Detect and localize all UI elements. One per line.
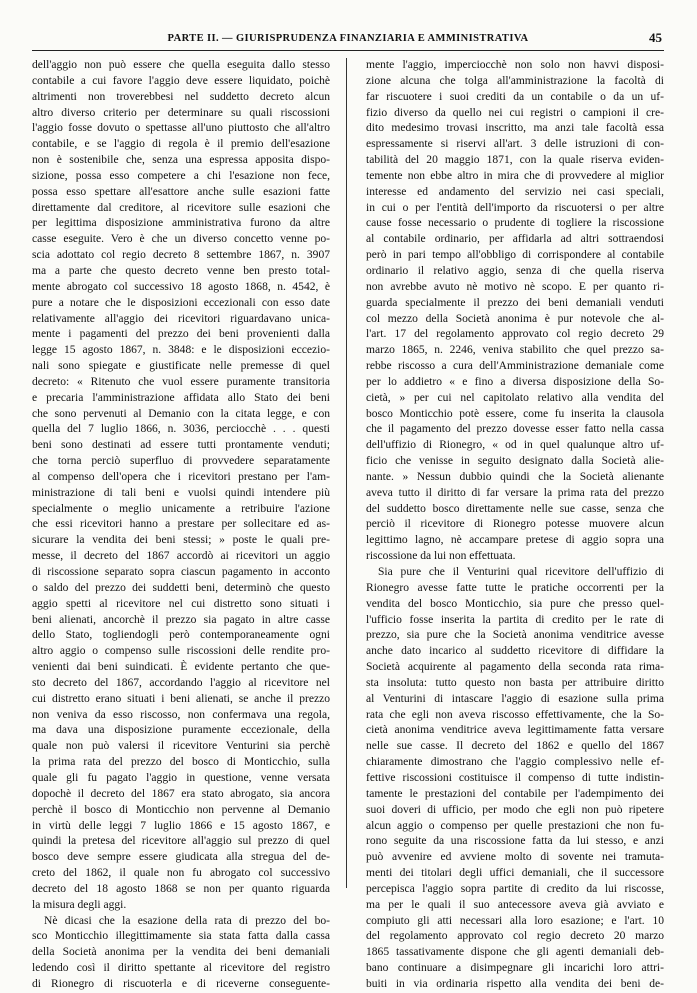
text-line: ma per le quali il suo antecessore aveva già avviato e [366,898,664,911]
text-line: Rionegro avesse fatte tutte le pratiche occorrenti per la [366,581,664,594]
text-line: fettive riscossioni costituisce il compenso di tutte indistin- [366,771,664,784]
text-line: sicurare la vendita dei beni stessi; » poste le quali pre- [32,534,330,547]
text-line: sizione, possa esso competere a chi l'esazione non fece, [32,169,330,182]
text-line: dito medesimo trovasi inscritto, ma anzi tale facoltà essa [366,122,664,135]
text-line: di Rionegro di riscuoterla e di riceverne conseguente- [32,977,330,990]
text-line: però in pari tempo all'obbligo di corrispondere al contabile [366,249,664,262]
text-line: aveva tutto il diritto di far versare la prima rata del prezzo [366,486,664,499]
text-line: vendita del bosco Monticchio, sia pure che presso quel- [366,597,664,610]
text-line: prezzo, sia pure che la Società anonima venditrice avesse [366,629,664,642]
text-line: ma dava una disposizione puramente eccezionale, della [32,724,330,737]
text-line: non veniva da esso riscosso, non confermava una regola, [32,708,330,721]
text-line: nali sono spiegate e giustificate nelle premesse di quel [32,360,330,373]
text-line: rebbe riscosso a cura dell'Amministrazione demaniale come [366,360,664,373]
text-line: chiaramente dimostrano che l'aggio complessivo nelle ef- [366,756,664,769]
text-line: dell'aggio non può essere che quella eseguita dallo stesso [32,59,330,71]
text-line: perciò il ricevitore di Rionegro potesse muovere alcun [366,518,664,531]
text-line: sto decreto del 1867, accordando l'aggio al ricevitore nel [32,676,330,689]
text-line: scia adottato col regio decreto 8 settembre 1867, n. 3907 [32,249,330,262]
text-line: al contabile ordinario, per affidarla ad altri sottraendosi [366,233,664,246]
text-line: bosco deve sempre essere giudicata alla stregua del de- [32,851,330,864]
text-line: beni alienati, ancorchè il prezzo sia pagato in altre casse [32,613,330,626]
text-line: l'aggio fosse dovuto o spettasse all'uno piuttosto che all'altro [32,122,330,135]
text-line: dopochè il decreto del 1867 era stato abrogato, sia ancora [32,787,330,800]
text-line: mente abrogato col successivo 18 agosto 1868, n. 4542, è [32,280,330,293]
text-line: creto del 1862, il quale non fu abrogato col successivo [32,867,330,880]
text-line: tabilità del 20 maggio 1871, con la quale riserva eviden- [366,154,664,167]
text-line: ficio che venisse in seguito designato dalla Società alie- [366,455,664,468]
text-line: messe, il decreto del 1867 accordò ai ricevitori un aggio [32,550,330,563]
text-line: cause fosse necessario o prudente di togliere la riscossione [366,217,664,230]
text-line: relativamente all'aggio dei ricevitori riguardavano unica- [32,312,330,325]
text-line: riscossione da lui non effettuata. [366,550,516,563]
text-line: fizio diverso da quello nei cui registri o campioni il cre- [366,106,664,119]
text-line: in cui o per l'entità dell'importo da riscuotersi o per altre [366,201,664,214]
text-line: legittimo lagno, nè accampare pretese di aggio sopra una [366,534,664,547]
text-line: rono seguite da una riscossione fatta da lui stesso, e anzi [366,835,664,848]
text-line: decreto: « Ritenuto che vuol essere puramente transitoria [32,375,330,388]
text-line: della Società anonima per la vendita dei beni demaniali [32,946,330,959]
text-line: casse eseguite. Vero è che un diverso concetto venne po- [32,233,330,246]
text-line: per lo addietro « e fino a diversa disposizione della So- [366,375,664,388]
text-line: marzo 1865, n. 2246, veniva stabilito che quel prezzo sa- [366,344,664,357]
text-line: per legittima disposizione amministrativa furono da altre [32,217,330,230]
text-line: anche dato incarico al suddetto ricevitore di diffidare la [366,645,664,658]
text-line: mente i pagamenti del prezzo dei beni provenienti dalla [32,328,330,341]
text-line: far riscuotere i suoi crediti da un contabile o da un uf- [366,90,664,103]
text-line: quindi la pretesa del ricevitore all'aggio sul prezzo di quel [32,835,330,848]
text-line: quella del 7 luglio 1866, n. 3036, perciocchè . . . questi [32,423,330,436]
text-line: possa esso spettare all'esattore anche sulle esazioni fatte [32,185,330,198]
text-line: espressamente si riservi all'art. 3 delle istruzioni di con- [366,138,664,151]
text-line: la prima rata del prezzo del bosco di Monticchio, sulla [32,756,330,769]
text-line: l'art. 17 del regolamento approvato col regio decreto 29 [366,328,664,341]
text-line: altro diverso criterio per determinare su quali riscossioni [32,106,330,119]
text-line: ordinario il relativo aggio, senza di che quella riserva [366,264,664,277]
text-line: guarda specialmente il prezzo dei beni demaniali venduti [366,296,664,309]
text-line: suoi doveri di ufficio, per modo che egli non può ripetere [366,803,664,816]
column-divider [346,58,347,888]
text-line: menti dei titolari degli uffici demaniali, che il successore [366,867,664,880]
text-line: buiti in via ordinaria rispetto alla vendita dei beni de- [366,977,664,990]
text-line: contabile, e se l'aggio di regola è il premio dell'esazione [32,138,330,151]
text-line: Società acquirente al pagamento della seconda rata rima- [366,661,664,674]
text-line: temente non ebbe altro in mira che di provvedere al miglior [366,169,664,182]
text-line: quale non può valersi il ricevitore Venturini sia perchè [32,740,330,753]
text-line: specialmente o meglio unicamente a retribuire l'azione [32,502,330,515]
text-line: venienti dai beni suindicati. È evidente pertanto che que- [32,661,330,674]
text-line: cietà anonima venditrice aveva legittimamente fatta versare [366,724,664,737]
text-line: non è sostenibile che, senza una espressa apposita dispo- [32,154,330,167]
text-line: del regolamento approvato col regio decreto 20 marzo [366,930,664,943]
text-line: 1865 tassativamente dispone che gli agenti demaniali deb- [366,946,664,959]
text-line: sta insoluta: tutto questo non basta per attribuire diritto [366,676,664,689]
text-line: dell'uffizio di Rionegro, « od in quel qualunque altro uf- [366,439,664,452]
text-line: rata che egli non aveva riscosso effettivamente, che la So- [366,708,664,721]
left-text-column [32,58,330,990]
running-head: PARTE II. — GIURISPRUDENZA FINANZIARIA E AMMINISTRATIVA [167,33,529,44]
text-line: che essi ricevitori hanno a prestare per sollecitare ed as- [32,518,330,531]
text-line: Sia pure che il Venturini qual ricevitore dell'uffizio di [378,566,664,578]
text-line: altro aggio o compenso sulle riscossioni delle rendite pro- [32,645,330,658]
text-line: perchè il bosco di Monticchio non pervenne al Demanio [32,803,330,816]
text-line: altrimenti non troverebbesi nel suddetto decreto alcun [32,90,330,103]
text-line: la misura degli aggi. [32,898,127,911]
text-line: e precaria l'amministrazione affidata allo Stato dei beni [32,391,330,404]
text-line: beni sono destinati ad essere tutti prontamente venduti; [32,439,330,452]
text-line: o saldo del prezzo dei suddetti beni, determinò che questo [32,581,330,594]
text-line: tamente le prestazioni del contabile per l'adempimento dei [366,787,664,800]
text-line: non avrebbe avuto nè motivo nè scopo. E per quanto ri- [366,280,664,293]
text-line: al Venturini di intascare l'aggio di esazione sulla prima [366,692,664,705]
text-line: interesse ed andamento del servizio nei casi speciali, [366,185,664,198]
text-line: Nè dicasi che la esazione della rata di prezzo del bo- [44,914,330,927]
text-line: decreto del 18 agosto 1868 se non per quanto riguarda [32,882,330,895]
text-line: che sono pervenuti al Demanio con la citata legge, e con [32,407,330,420]
text-line: del suddetto bosco direttamente nelle sue casse, senza che [366,502,664,515]
text-line: col mezzo della Società anonima è pur notevole che al- [366,312,664,325]
text-line: nelle sue casse. Il decreto del 1862 e quello del 1867 [366,740,664,753]
text-line: di riscossione separato sopra ciascun pagamento in acconto [32,566,330,578]
text-line: zione alcuna che tolga all'amministrazione la facoltà di [366,74,664,87]
page-header [32,30,664,51]
right-text-column [366,58,664,990]
text-line: aggio spetti al ricevitore nel cui distretto sono situati i [32,597,330,610]
text-line: quale gli fu pagato l'aggio in questione, venne versata [32,771,330,784]
text-line: ministrazione di tali beni e vuolsi quindi intendere più [32,486,330,499]
text-line: bosco Monticchio potè essere, come fu inserita la clausola [366,407,664,420]
text-line: direttamente dal creditore, al ricevitore sulle esazioni che [32,201,330,214]
text-line: l'ufficio fosse inserita la partita di credito per le rate di [366,613,664,626]
text-line: compiuto gli atti necessari alla loro esazione; e l'art. 10 [366,914,664,927]
text-line: dello Stato, togliendogli però contemporaneamente ogni [32,629,330,642]
text-line: che torna perciò superfluo di provvedere separatamente [32,455,330,468]
text-line: pure a notare che le disposizioni eccezionali con esso date [32,296,330,309]
text-line: legge 15 agosto 1867, n. 3848: e le disposizioni eccezio- [32,344,330,357]
text-line: cietà, » per cui nel capitolato relativo alla vendita del [366,391,664,404]
page-number: 45 [649,30,662,45]
text-line: che il pagamento del prezzo dovesse esser fatto nella cassa [366,423,664,436]
text-line: bano continuare a disimpegnare gli incarichi loro attri- [366,962,664,975]
text-line: contabile a cui favore l'aggio deve essere liquidato, poichè [32,74,330,87]
text-line: può avvenire ed avviene molto di sovente nei tramuta- [366,851,664,864]
text-line: cui distretto erano situati i beni alienati, se anche il prezzo [32,692,330,705]
text-line: nante. » Nessun dubbio quindi che la Società alienante [366,470,664,483]
text-line: mente l'aggio, imperciocchè non solo non havvi disposi- [366,59,664,71]
text-line: al compenso dell'opera che i ricevitori prestano per l'am- [32,470,330,483]
text-line: ma a parte che questo decreto venne ben presto total- [32,264,330,277]
text-line: in virtù delle leggi 7 luglio 1866 e 15 agosto 1867, e [32,819,330,832]
text-line: percepisca l'aggio sopra partite di credito da lui riscosse, [366,882,664,895]
text-line: ledendo così il diritto spettante al ricevitore del registro [32,962,330,975]
text-line: alcun aggio o compenso per quelle prestazioni che non fu- [366,819,664,832]
text-line: sco Monticchio illegittimamente sia stata fatta dalla cassa [32,930,330,943]
